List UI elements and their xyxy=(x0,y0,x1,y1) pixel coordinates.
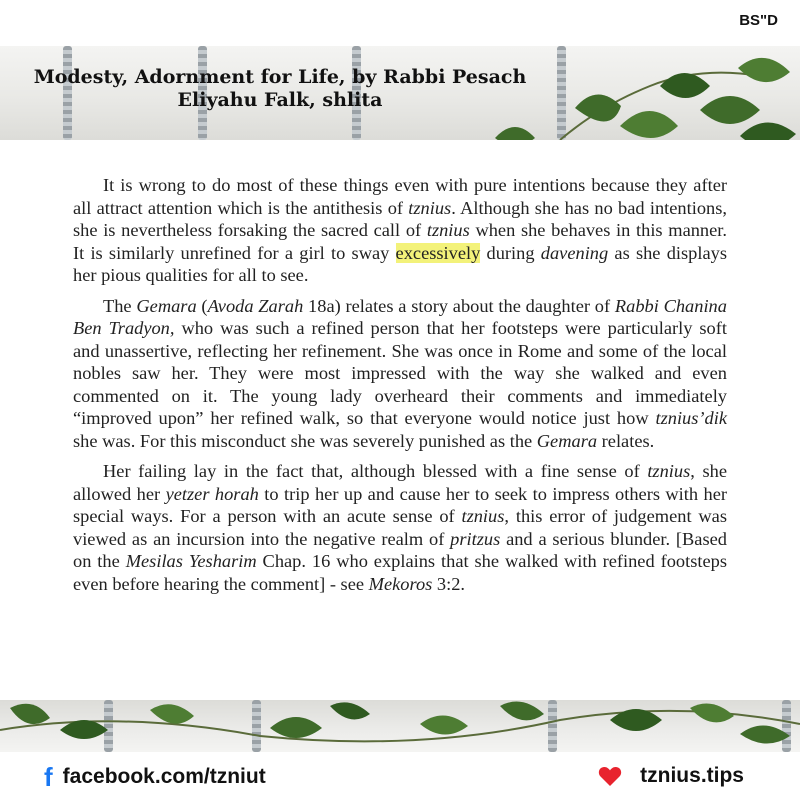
website-link[interactable] xyxy=(598,764,744,788)
title-line-1: Modesty, Adornment for Life, by Rabbi Pesach xyxy=(33,66,527,88)
paragraph-3: Her failing lay in the fact that, although blessed with a fine sense of tznius, she allowed her yetzer horah to trip her up and cause her to seek to impress others with her special ways. For a person with an acute sense of tznius, this error of judgement was viewed as an incursion into the negative realm of pritzus and a serious blunder. [Based on the Mesilas Yesharim Chap. 16 who explains that she walked with refined footsteps even before hearing the comment] - see Mekoros 3:2. xyxy=(73,461,728,594)
document-title xyxy=(0,66,560,112)
paragraph-2: The Gemara (Avoda Zarah 18a) relates a story about the daughter of Rabbi Chanina Ben Tradyon, who was such a refined person that her footsteps were particularly soft and unassertive, reflecting her refinement. She was once in Rome and some of the local nobles saw her. They were most impressed with the way she walked and even commented on it. The young lady overheard their comments and immediately “improved upon” her refined walk, so that everyone would notice just how tznius’dik she was. For this misconduct she was severely punished as the Gemara relates. xyxy=(73,295,727,451)
bsd-label: BS"D xyxy=(739,12,778,29)
bottom-banner-image xyxy=(0,700,800,752)
facebook-link[interactable] xyxy=(44,764,266,790)
paragraph-1: It is wrong to do most of these things even with pure intentions because they after all attract attention which is the antithesis of tznius. Although she has no bad intentions, she is nevertheless forsaking the sacred call of tznius when she behaves in this manner. It is similarly unrefined for a girl to sway excessively during davening as she displays her pious qualities for all to see. xyxy=(73,175,727,285)
facebook-url[interactable]: facebook.com/tzniut xyxy=(62,765,266,788)
ivy-leaves-bottom xyxy=(0,700,800,752)
facebook-icon: f xyxy=(44,762,53,792)
heart-icon xyxy=(598,765,622,787)
title-line-2: Eliyahu Falk, shlita xyxy=(177,89,383,111)
website-url[interactable]: tznius.tips xyxy=(640,764,744,787)
highlighted-word: excessively xyxy=(395,242,481,263)
book-excerpt xyxy=(73,174,727,603)
